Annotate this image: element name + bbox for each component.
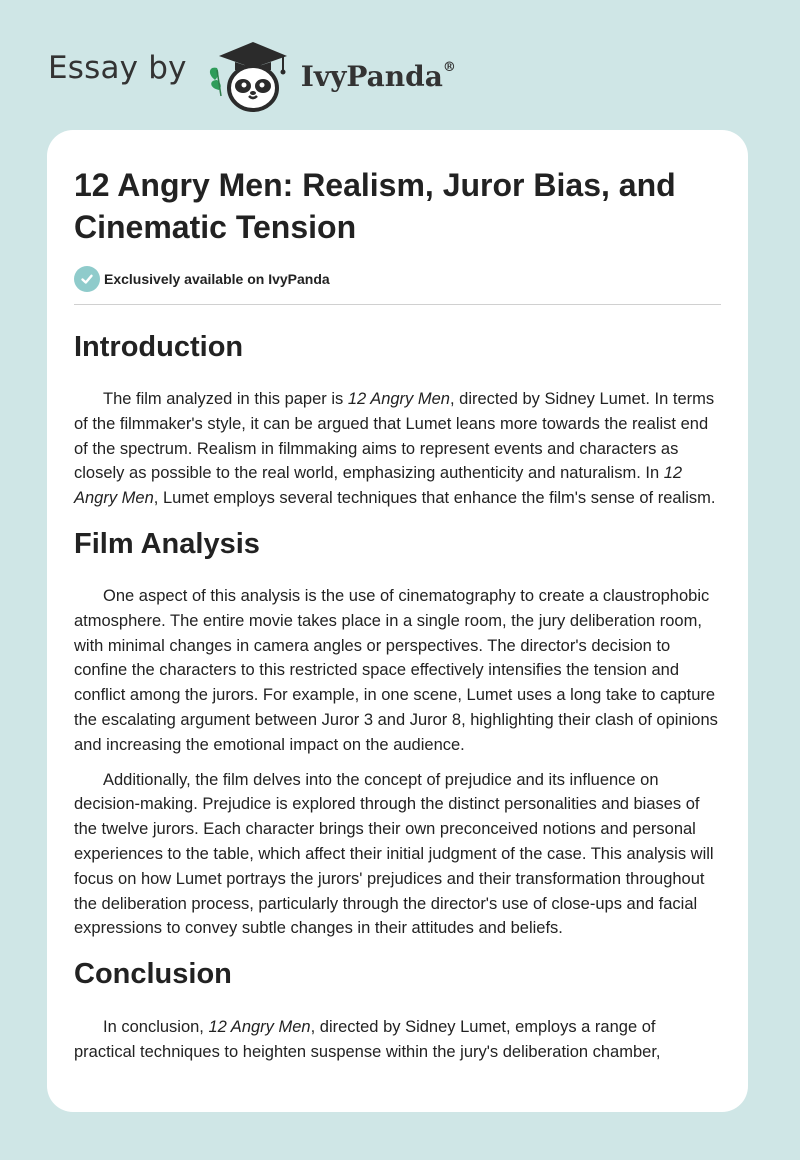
site-header bbox=[48, 34, 752, 114]
section-heading-conclusion: Conclusion bbox=[74, 958, 232, 991]
section-heading-film-analysis: Film Analysis bbox=[74, 527, 260, 560]
exclusive-label: Exclusively available on IvyPanda bbox=[104, 271, 330, 287]
film-analysis-paragraph-2: Additionally, the film delves into the concept of prejudice and its influence on decision-making. Prejudice is explored through the distinct personalities and biases of the twelve jurors. Each character brings their own preconceived notions and personal experiences to the table, which affect their initial judgment of the case. This analysis will focus on how Lumet portrays the jurors' prejudices and their transformation throughout the deliberation process, particularly through the director's use of close-ups and facial expressions to convey subtle changes in their attitudes and beliefs. bbox=[74, 770, 714, 938]
film-analysis-paragraph-1: One aspect of this analysis is the use of cinematography to create a claustrophobic atmosphere. The entire movie takes place in a single room, the jury deliberation room, with minimal changes in camera angles or perspectives. The director's decision to confine the characters to this restricted space effectively intensifies the tension and conflict among the jurors. For example, in one scene, Lumet uses a long take to capture the escalating argument between Juror 3 and Juror 8, highlighting their clash of opinions and increasing the emotional impact on the audience. bbox=[74, 586, 718, 754]
exclusive-badge bbox=[74, 266, 721, 292]
essay-by-label: Essay by bbox=[48, 50, 187, 86]
divider bbox=[74, 304, 721, 305]
checkmark-icon bbox=[74, 266, 100, 292]
essay-card bbox=[47, 130, 748, 1112]
page-title: 12 Angry Men: Realism, Juror Bias, and Cinematic Tension bbox=[74, 167, 676, 245]
conclusion-paragraph: In conclusion, 12 Angry Men, directed by Sidney Lumet, employs a range of practical techniques to heighten suspense within the jury's deliberation chamber, bbox=[74, 1018, 661, 1061]
brand-name[interactable]: IvyPanda® bbox=[300, 59, 456, 93]
section-heading-introduction: Introduction bbox=[74, 331, 244, 363]
panda-graduation-cap-logo-icon[interactable] bbox=[201, 34, 297, 114]
leaf-icon bbox=[210, 68, 221, 96]
registered-mark: ® bbox=[442, 60, 456, 76]
introduction-paragraph: The film analyzed in this paper is 12 Angry Men, directed by Sidney Lumet. In terms of the filmmaker's style, it can be argued that Lumet leans more towards the realist end of the spectrum. Realism in filmmaking aims to represent events and characters as closely as possible to the real world, emphasizing authenticity and naturalism. In 12 Angry Men, Lumet employs several techniques that enhance the film's sense of realism. bbox=[74, 390, 716, 508]
